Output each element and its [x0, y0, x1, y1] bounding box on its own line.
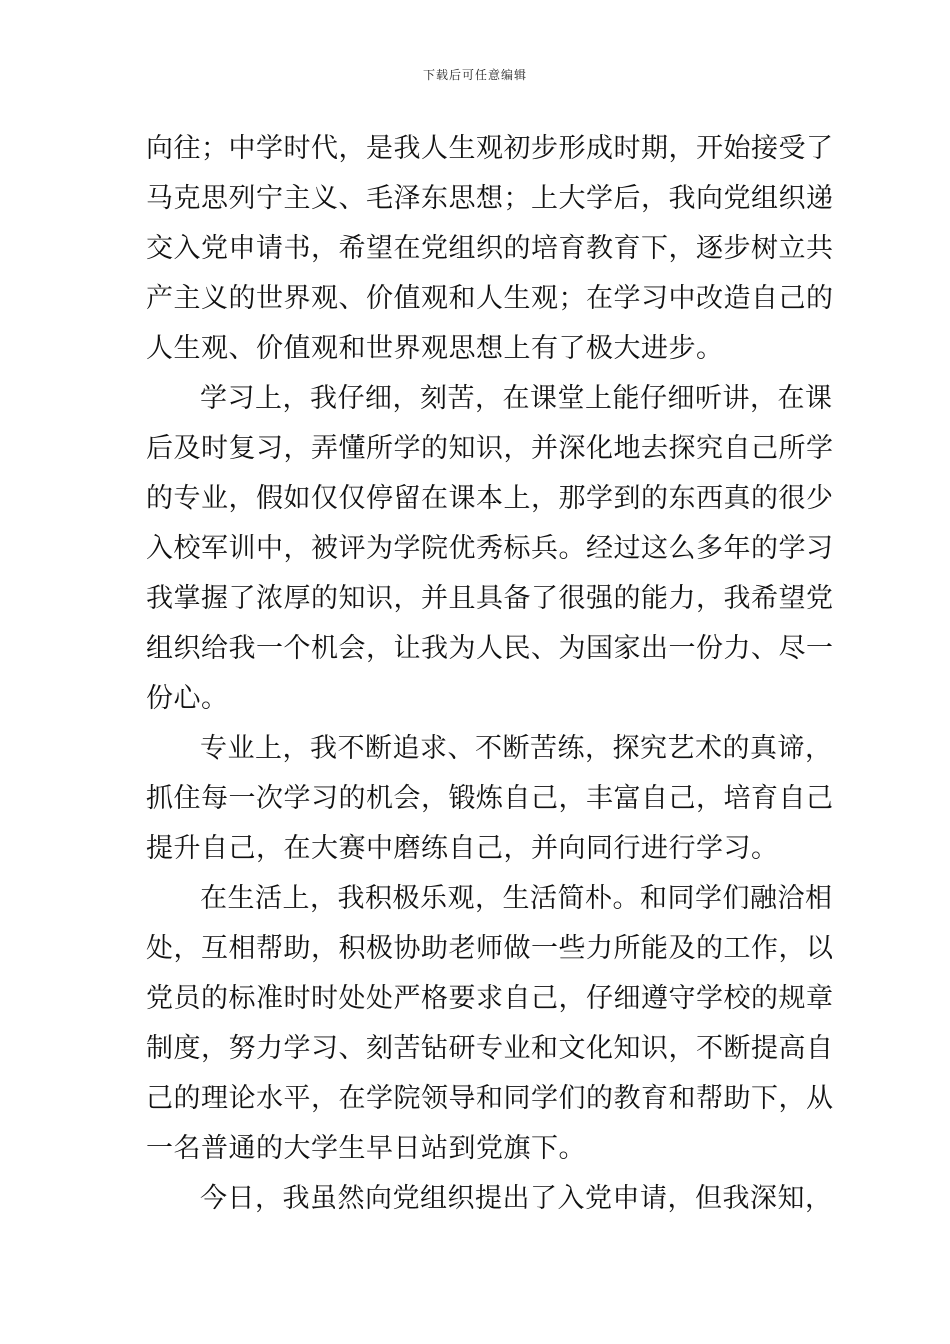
- text-line: 交入党申请书，希望在党组织的培育教育下，逐步树立共: [146, 233, 834, 264]
- text-line: 我掌握了浓厚的知识，并且具备了很强的能力，我希望党: [146, 583, 834, 614]
- text-line: 份心。: [146, 683, 229, 714]
- text-line: 马克思列宁主义、毛泽东思想；上大学后，我向党组织递: [146, 183, 834, 214]
- page-header-note: 下载后可任意编辑: [422, 68, 527, 82]
- text-line: 后及时复习，弄懂所学的知识，并深化地去探究自己所学: [146, 433, 834, 464]
- text-line: 抓住每一次学习的机会，锻炼自己，丰富自己，培育自己: [146, 783, 834, 814]
- text-line: 产主义的世界观、价值观和人生观；在学习中改造自己的: [146, 283, 834, 314]
- text-line: 的专业，假如仅仅停留在课本上，那学到的东西真的很少: [146, 483, 834, 514]
- text-line: 提升自己，在大赛中磨练自己，并向同行进行学习。: [146, 833, 779, 864]
- text-line: 人生观、价值观和世界观思想上有了极大进步。: [146, 333, 724, 364]
- text-line: 组织给我一个机会，让我为人民、为国家出一份力、尽一: [146, 633, 834, 664]
- text-line: 入校军训中，被评为学院优秀标兵。经过这么多年的学习: [146, 533, 834, 564]
- text-line: 己的理论水平，在学院领导和同学们的教育和帮助下，从: [146, 1083, 834, 1114]
- text-line: 专业上，我不断追求、不断苦练，探究艺术的真谛，: [200, 733, 833, 764]
- text-line: 向往；中学时代，是我人生观初步形成时期，开始接受了: [146, 133, 834, 164]
- text-line: 制度，努力学习、刻苦钻研专业和文化知识，不断提高自: [146, 1033, 834, 1064]
- text-line: 今日，我虽然向党组织提出了入党申请，但我深知，: [200, 1183, 833, 1214]
- text-line: 处，互相帮助，积极协助老师做一些力所能及的工作，以: [146, 933, 834, 964]
- text-line: 一名普通的大学生早日站到党旗下。: [146, 1133, 586, 1164]
- text-line: 在生活上，我积极乐观，生活简朴。和同学们融洽相: [200, 883, 833, 914]
- text-line: 党员的标准时时处处严格要求自己，仔细遵守学校的规章: [146, 983, 834, 1014]
- document-body: [146, 124, 834, 1224]
- text-line: 学习上，我仔细，刻苦，在课堂上能仔细听讲，在课: [200, 383, 833, 414]
